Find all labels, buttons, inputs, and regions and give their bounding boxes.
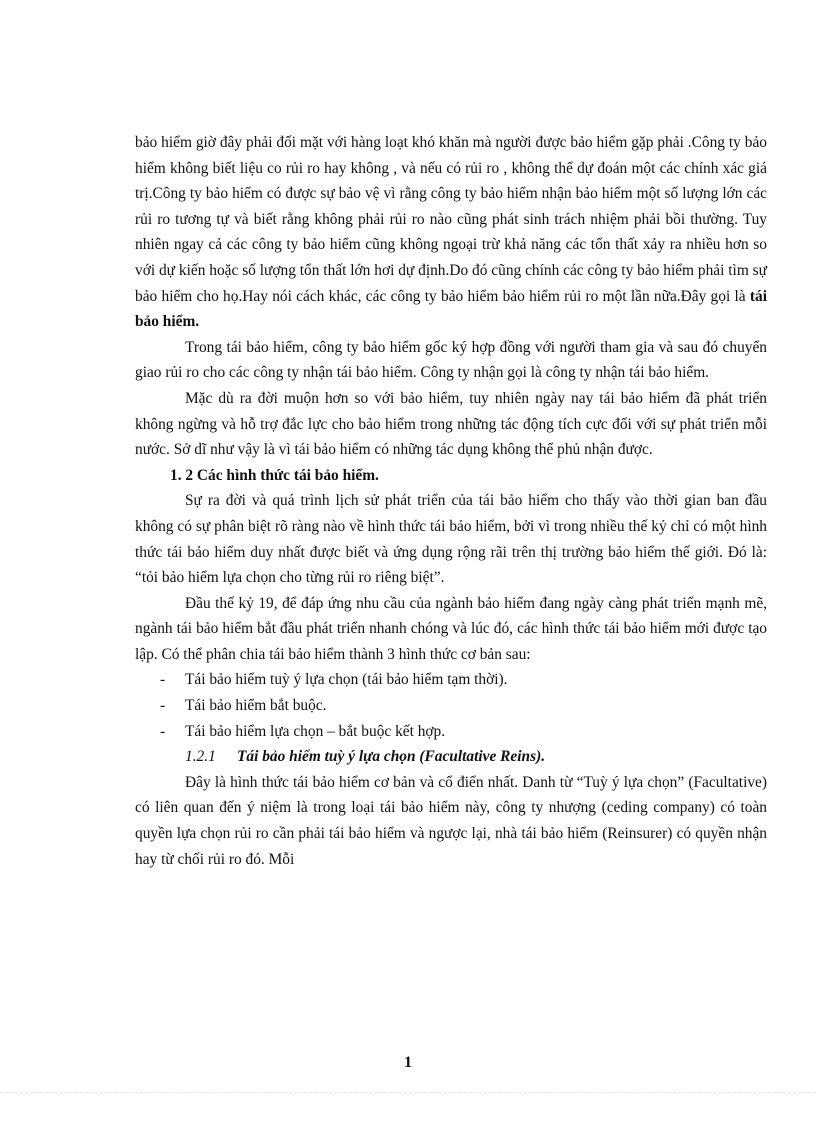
list-item xyxy=(135,693,767,719)
paragraph xyxy=(135,130,767,335)
paragraph: Đầu thế kỷ 19, để đáp ứng nhu cầu của ngành bảo hiểm đang ngày càng phát triển mạnh mẽ, ngành tái bảo hiểm bắt đầu phát triển nhanh chóng và lúc đó, các hình thức tái bảo hiểm mới được tạo lập. Có thể phân chia tái bảo hiểm thành 3 hình thức cơ bản sau: xyxy=(135,594,767,663)
dash-bullet: - xyxy=(160,722,166,740)
list-item xyxy=(135,719,767,745)
subsection-title: Tái bảo hiểm tuỳ ý lựa chọn (Facultative Reins). xyxy=(237,748,546,766)
page-body xyxy=(135,130,767,872)
list-item-text: Tái bảo hiểm bắt buộc. xyxy=(185,697,327,715)
bold-term: tái bảo hiểm. xyxy=(135,287,767,331)
paragraph: Sự ra đời và quá trình lịch sử phát triển của tái bảo hiểm cho thấy vào thời gian ban đầu không có sự phân biệt rõ ràng nào về hình thức tái bảo hiểm, bởi vì trong nhiều thế kỷ chỉ có một hình thức tái bảo hiểm duy nhất được biết và ứng dụng rộng rãi trên thị trường bảo hiểm thế giới. Đó là: “tỏi bảo hiểm lựa chọn cho từng rủi ro riêng biệt”. xyxy=(135,492,767,587)
list-item-text: Tái bảo hiểm tuỳ ý lựa chọn (tái bảo hiểm tạm thời). xyxy=(185,671,508,689)
paragraph-text: bảo hiểm giờ đây phải đối mặt với hàng loạt khó khăn mà người được bảo hiểm gặp phải .Công ty bảo hiểm không biết liệu co rủi ro hay không , và nếu có rủi ro , không thể dự đoán một các chính xác giá trị.Công ty bảo hiểm có được sự bảo vệ vì rằng công ty bảo hiểm nhận bảo hiểm một số lượng lớn các rủi ro tương tự và biết rằng không phải rủi ro nào cũng phát sinh trách nhiệm phải bồi thường. Tuy nhiên ngay cả các công ty bảo hiểm cũng không ngoại trừ khả năng các tổn thất xảy ra nhiều hơn so với dự kiến hoặc số lượng tổn thất lớn hơi dự định.Do đó cũng chính các công ty bảo hiểm phải tìm sự bảo hiểm cho họ.Hay nói cách khác, các công ty bảo hiểm bảo hiểm rủi ro một lần nữa.Đây gọi là xyxy=(135,134,767,305)
subsection-heading xyxy=(135,744,767,770)
dash-bullet: - xyxy=(160,671,166,689)
list-item-text: Tái bảo hiểm lựa chọn – bắt buộc kết hợp. xyxy=(185,722,446,740)
dash-list xyxy=(135,667,767,744)
dash-bullet: - xyxy=(160,697,166,715)
paragraph: Trong tái bảo hiểm, công ty bảo hiểm gốc ký hợp đồng với người tham gia và sau đó chuyển giao rủi ro cho các công ty nhận tái bảo hiểm. Công ty nhận gọi là công ty nhận tái bảo hiểm. xyxy=(135,338,767,382)
page-number: 1 xyxy=(404,1054,412,1071)
paragraph: Đây là hình thức tái bảo hiểm cơ bản và cổ điển nhất. Danh từ “Tuỳ ý lựa chọn” (Facultative) có liên quan đến ý niệm là trong loại tái bảo hiểm này, công ty nhượng (ceding company) có toàn quyền lựa chọn rủi ro cần phải tái bảo hiểm và ngược lại, nhà tái bảo hiểm (Reinsurer) có quyền nhận hay từ chối rủi ro đó. Mỗi xyxy=(135,773,767,868)
paragraph: Mặc dù ra đời muộn hơn so với bảo hiểm, tuy nhiên ngày nay tái bảo hiểm đã phát triển không ngừng và hỗ trợ đắc lực cho bảo hiểm trong những tác động tích cực đối với sự phát triển mỗi nước. Sở dĩ như vậy là vì tái bảo hiểm có những tác dụng không thể phủ nhận được. xyxy=(135,389,767,459)
section-heading: 1. 2 Các hình thức tái bảo hiểm. xyxy=(170,466,379,484)
list-item xyxy=(135,667,767,693)
subsection-number: 1.2.1 xyxy=(185,748,216,766)
footer-divider xyxy=(0,1092,816,1093)
